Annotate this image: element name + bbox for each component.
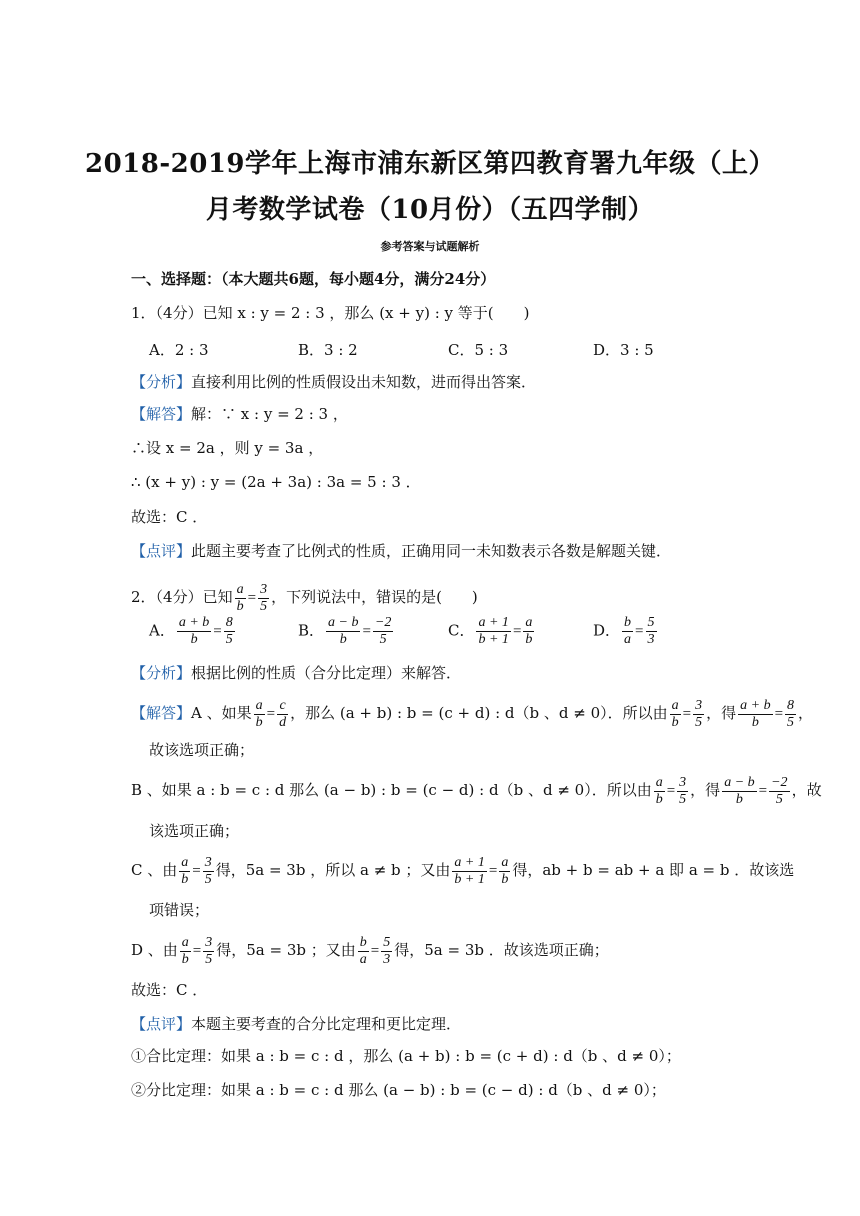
q2-option-b: B． $\frac{a - b}{b}$ = $\frac{-2}{5}$ [298,615,392,647]
analysis-text: 根据比例的性质（合分比定理）来解答． [191,664,462,682]
comment-text: 本题主要考查的合分比定理和更比定理． [191,1015,462,1033]
q2-stem-frac-lhs: $\frac{a}{b}$ [236,581,244,614]
answer-tag: 【解答】 [131,405,192,423]
q1-analysis [131,372,536,392]
q1-comment [131,541,671,561]
comment-tag: 【点评】 [131,1015,192,1033]
section-heading: 一、选择题：（本大题共6题，每小题4分，满分24分） [131,270,496,288]
q2-comment [131,1014,461,1034]
q2-option-d: D． $\frac{b}{a}$ = $\frac{5}{3}$ [593,615,655,647]
q2-stem-post: ，下列说法中，错误的是( ) [271,588,478,606]
q1-option-b: B．3 : 2 [298,341,358,359]
q2-answer-a: 【解答】A 、如果 $\frac{a}{b}$ = $\frac{c}{d}$ ，那么 (a + b) : b = (c + d) : d（b 、d ≠ 0）．所以由 $\frac{a}{b}$ = $\frac{3}{5}$ ，得 $\frac{a + b}{b}$ = $\frac{8}{5}$ ， [131,697,814,730]
q2-answer-c: C 、由 $\frac{a}{b}$ = $\frac{3}{5}$ 得，5a = 3b ，所以 a ≠ b ；又由 $\frac{a + 1}{b + 1}$ = $\frac{a}{b}$ 得，ab + b = ab + a 即 a = b ．故该选 [131,854,795,887]
comment-tag: 【点评】 [131,542,192,560]
answer-text: 解：∵ x : y = 2 : 3 ， [191,405,348,423]
q1-answer-line3: ∴ (x + y) : y = (2a + 3a) : 3a = 5 : 3 ． [131,473,421,491]
q1-stem: 1．（4分）已知 x : y = 2 : 3 ，那么 (x + y) : y 等于( ) [131,304,530,322]
q2-option-c: C． $\frac{a + 1}{b + 1}$ = $\frac{a}{b}$ [448,615,533,647]
analysis-tag: 【分析】 [131,664,192,682]
q2-answer-b-line2: 该选项正确； [149,822,240,840]
q2-stem-frac-rhs: $\frac{3}{5}$ [260,581,268,614]
q2-rule1: ①合比定理：如果 a : b = c : d ，那么 (a + b) : b = (c + d) : d（b 、d ≠ 0）； [131,1047,681,1065]
q1-option-d: D．3 : 5 [593,341,654,359]
answer-tag: 【解答】 [131,704,192,722]
q2-choice: 故选：C ． [131,981,208,999]
q2-stem-pre: 2．（4分）已知 [131,588,233,606]
comment-text: 此题主要考查了比例式的性质，正确用同一未知数表示各数是解题关键． [191,542,672,560]
q2-answer-d: D 、由 $\frac{a}{b}$ = $\frac{3}{5}$ 得，5a = 3b ；又由 $\frac{b}{a}$ = $\frac{5}{3}$ 得，5a = 3b ．故该选项正确； [131,934,609,967]
document-subtitle: 参考答案与试题解析 [380,240,480,253]
q2-option-a: A． $\frac{a + b}{b}$ = $\frac{8}{5}$ [149,615,233,647]
document-title-line1: 2018-2019学年上海市浦东新区第四教育署九年级（上） [84,149,776,179]
analysis-text: 直接利用比例的性质假设出未知数，进而得出答案． [191,373,537,391]
q2-answer-a-line2: 故该选项正确； [149,741,255,759]
q2-analysis [131,663,461,683]
q2-answer-c-line2: 项错误； [149,901,210,919]
q1-option-a: A．2 : 3 [149,341,209,359]
q1-answer-line2: ∴设 x = 2a ，则 y = 3a ， [131,439,324,457]
q1-option-c: C．5 : 3 [448,341,509,359]
q1-answer-line4: 故选：C ． [131,508,208,526]
q1-answer-line1 [131,404,348,424]
q2-answer-b: B 、如果 a : b = c : d 那么 (a − b) : b = (c − d) : d（b 、d ≠ 0）．所以由 $\frac{a}{b}$ = $\frac{3}{5}$ ，得 $\frac{a - b}{b}$ = $\frac{-2}{5}$ ，故 [131,774,822,807]
q2-rule2: ②分比定理：如果 a : b = c : d 那么 (a − b) : b = (c − d) : d（b 、d ≠ 0）； [131,1081,666,1099]
q2-stem: 2．（4分）已知 $\frac{a}{b}$ = $\frac{3}{5}$ ，下列说法中，错误的是( ) [131,581,478,614]
analysis-tag: 【分析】 [131,373,192,391]
document-title-line2: 月考数学试卷（10月份）（五四学制） [205,195,655,225]
